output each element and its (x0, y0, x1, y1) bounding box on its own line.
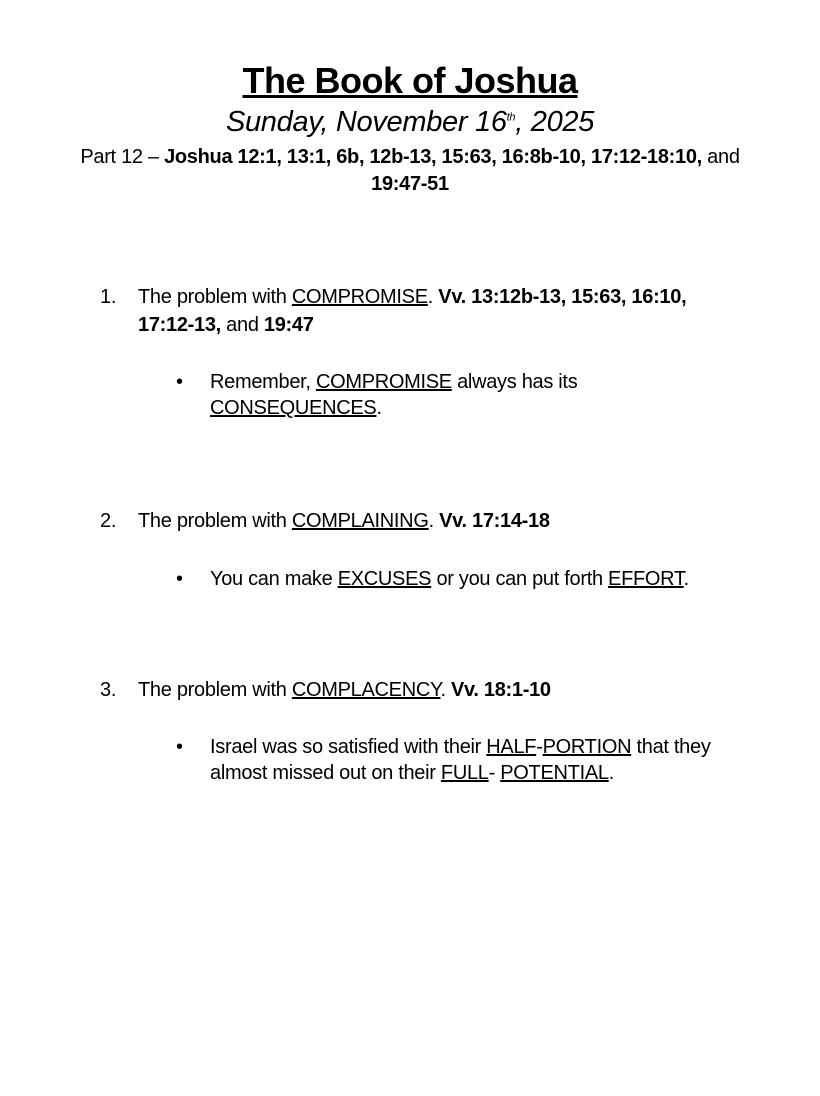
date-year: , 2025 (515, 106, 595, 138)
bullet-keyword: EXCUSES (337, 568, 432, 590)
bullet-part: . (608, 762, 614, 784)
point-and: and (220, 314, 264, 336)
bullet-dot-icon: • (176, 568, 183, 590)
point-period: . (427, 286, 439, 308)
bullet-part: - (488, 762, 501, 784)
bullet-keyword: HALF (486, 736, 537, 758)
bullet-keyword: PORTION (542, 736, 632, 758)
point-refs: Vv. 13:12b-13, 15:63, 16:10, 17:12-13, (138, 286, 687, 336)
bullet-keyword: FULL (440, 762, 489, 784)
bullet-part: - (536, 736, 543, 758)
bullet-dot-icon: • (176, 371, 183, 393)
page-title: The Book of Joshua (242, 60, 578, 101)
bullet-part: You can make (210, 568, 338, 590)
part-subtitle (60, 144, 760, 198)
bullet-part: . (683, 568, 689, 590)
point-lead: The problem with (138, 286, 292, 308)
bullet-keyword: POTENTIAL (500, 762, 609, 784)
date-ordinal: th (506, 111, 516, 124)
part-and: and (701, 146, 740, 168)
bullet-part: or you can put forth (431, 568, 609, 590)
point-refs: Vv. 17:14-18 (439, 510, 550, 532)
part-scripture-refs: Joshua 12:1, 13:1, 6b, 12b-13, 15:63, 16:8b-10, 17:12-18:10, (164, 146, 702, 168)
bullet-keyword: COMPROMISE (315, 371, 452, 393)
point-number: 2. (100, 510, 117, 532)
point-lead: The problem with (138, 679, 292, 701)
point-refs: Vv. 18:1-10 (450, 679, 551, 701)
bullet-keyword: EFFORT (608, 568, 684, 590)
bullet-part: that they almost missed out on their (210, 736, 711, 784)
point-lead: The problem with (138, 510, 292, 532)
bullet-text (210, 566, 740, 592)
point-keyword: COMPROMISE (291, 286, 428, 308)
bullet-dot-icon: • (176, 736, 183, 758)
part-scripture-refs-end: 19:47-51 (371, 173, 449, 195)
bullet-part: Israel was so satisfied with their (210, 736, 487, 758)
part-label: Part 12 – (80, 146, 165, 168)
bullet-part: always has its (451, 371, 578, 393)
date-text: Sunday, November 16 (225, 106, 507, 138)
point-period: . (440, 679, 451, 701)
point-keyword: COMPLAINING (291, 510, 429, 532)
point-text (138, 507, 738, 535)
bullet-text (210, 369, 740, 421)
point-period: . (428, 510, 440, 532)
bullet-keyword: CONSEQUENCES (210, 397, 377, 419)
point-keyword: COMPLACENCY (291, 679, 441, 701)
bullet-part: Remember, (210, 371, 316, 393)
bullet-text (210, 734, 740, 786)
point-refs-end: 19:47 (263, 314, 314, 336)
point-number: 1. (100, 286, 117, 308)
bullet-part: . (376, 397, 382, 419)
sermon-date (0, 106, 820, 139)
point-text (138, 283, 738, 339)
point-text (138, 676, 738, 704)
point-number: 3. (100, 679, 117, 701)
